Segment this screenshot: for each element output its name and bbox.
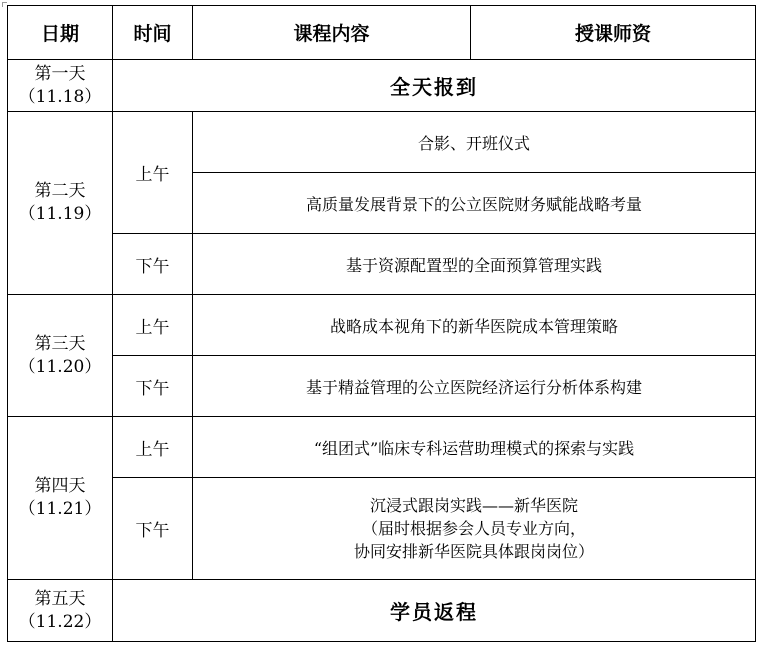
- course-cell: 基于精益管理的公立医院经济运行分析体系构建: [193, 356, 756, 417]
- day-date: （11.21）: [18, 499, 102, 519]
- day-name: 第五天: [34, 588, 86, 609]
- day-date: （11.19）: [18, 204, 102, 224]
- course-cell: 合影、开班仪式: [193, 112, 756, 173]
- time-cell: 上午: [113, 417, 193, 478]
- table-row: [8, 295, 756, 356]
- header-content: 课程内容: [193, 6, 471, 60]
- time-cell: 上午: [113, 295, 193, 356]
- day-name: 第四天: [34, 476, 86, 496]
- day-name: 第二天: [34, 181, 86, 201]
- header-date: 日期: [8, 6, 113, 60]
- day-cell: [8, 417, 113, 580]
- table-row: [8, 356, 756, 417]
- course-cell: 高质量发展背景下的公立医院财务赋能战略考量: [193, 173, 756, 234]
- header-row: [8, 6, 756, 60]
- table-row: [8, 478, 756, 580]
- course-cell: “组团式”临床专科运营助理模式的探索与实践: [193, 417, 756, 478]
- table-row: [8, 417, 756, 478]
- day-name: 第三天: [34, 333, 86, 354]
- day-name: 第一天: [34, 63, 86, 84]
- course-line: 协同安排新华医院具体跟岗岗位）: [353, 542, 594, 561]
- header-teacher: 授课师资: [471, 6, 756, 60]
- schedule-table: [7, 5, 756, 642]
- course-line: 沉浸式跟岗实践——新华医院: [369, 496, 578, 515]
- full-day-cell: 全天报到: [113, 60, 756, 112]
- table-row: [8, 60, 756, 112]
- day-cell: [8, 580, 113, 642]
- time-cell: 下午: [113, 234, 193, 295]
- day-date: （11.18）: [18, 86, 102, 107]
- day-cell: [8, 295, 113, 417]
- table-row: [8, 580, 756, 642]
- time-cell: 下午: [113, 478, 193, 580]
- day-date: （11.22）: [18, 611, 102, 632]
- day-cell: [8, 60, 113, 112]
- day-date: （11.20）: [18, 356, 102, 377]
- course-line: （届时根据参会人员专业方向，: [361, 519, 586, 538]
- full-day-cell: 学员返程: [113, 580, 756, 642]
- day-cell: [8, 112, 113, 295]
- time-cell: 下午: [113, 356, 193, 417]
- table-row: [8, 234, 756, 295]
- table-row: [8, 112, 756, 173]
- time-cell: 上午: [113, 112, 193, 234]
- header-time: 时间: [113, 6, 193, 60]
- course-cell: 战略成本视角下的新华医院成本管理策略: [193, 295, 756, 356]
- course-cell: 基于资源配置型的全面预算管理实践: [193, 234, 756, 295]
- course-cell: [193, 478, 756, 580]
